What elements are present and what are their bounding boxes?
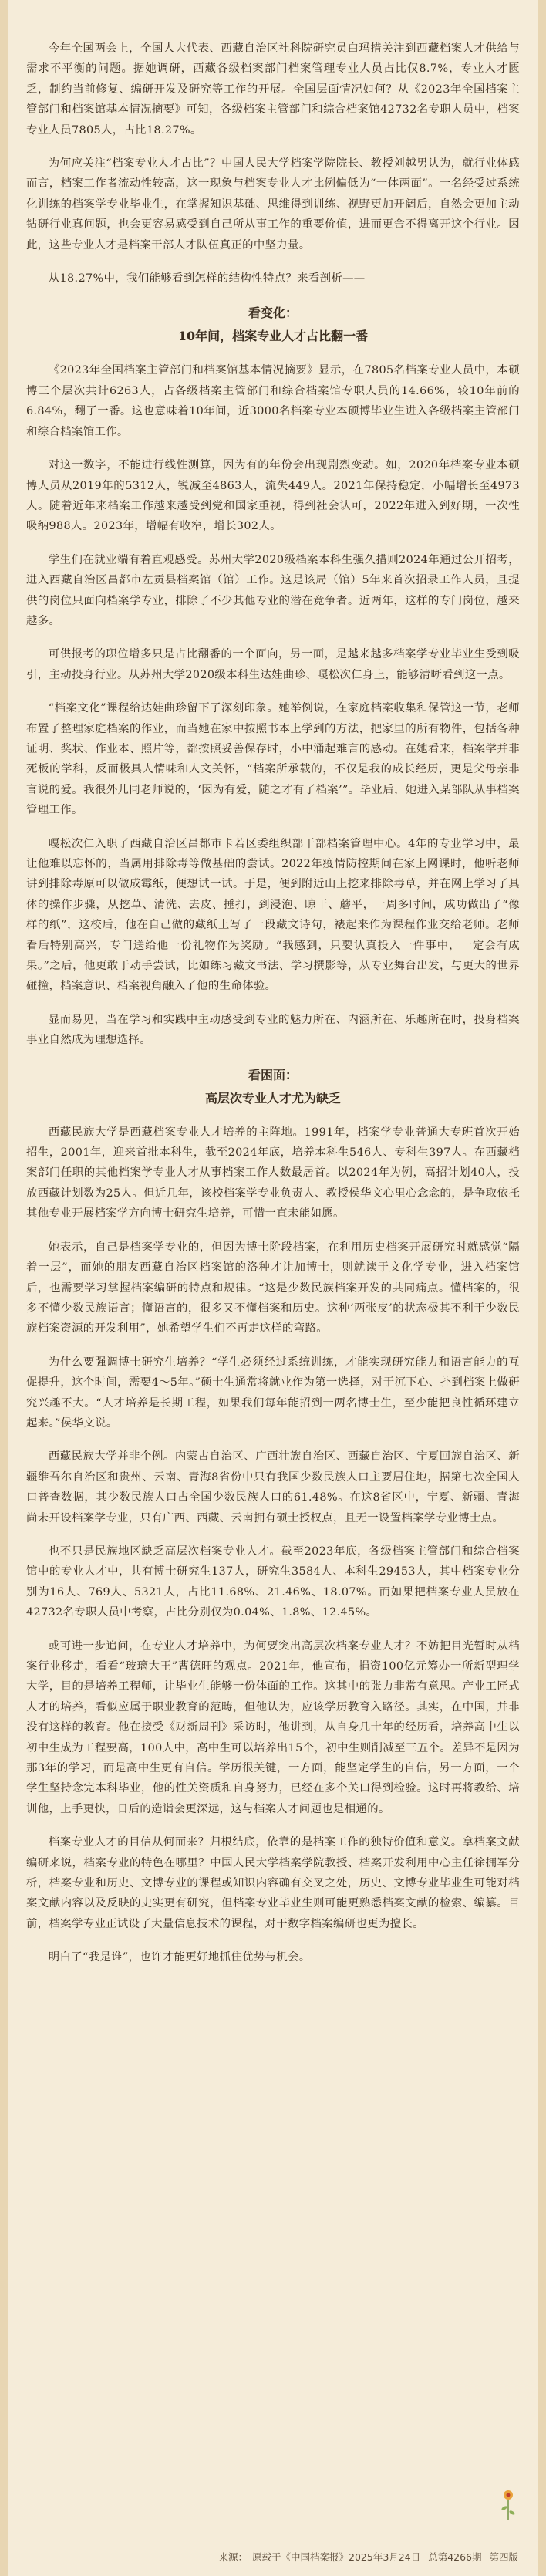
body-paragraph: 《2023年全国档案主管部门和档案馆基本情况摘要》显示，在7805名档案专业人员中，本硕博三个层次共计6263人，占各级档案主管部门和综合档案馆专职人员的14.66%，较10年前的6.84%，翻了一番。这也意味着10年间，近3000名档案专业本硕博毕业生进入各级档案主管部门和综合档案馆工作。 [26,364,520,438]
section-label: 看变化： [248,306,298,321]
section-heading-changes [26,302,520,348]
body-paragraph: 或可进一步追问，在专业人才培养中，为何要突出高层次档案专业人才？不妨把目光暂时从档案行业移走，看看“玻璃大王”曹德旺的观点。2021年，他宣布，捐资100亿元筹办一所新型理学大学，目的是培养工程师，让毕业生能够一份体面的工作。这其中的张力非常有意思。产业工匠式人才的培养，看似应属于职业教育的范畴，但他认为，应该学历教育入路径。其实，在中国，并非没有这样的教育。他在接受《财新周刊》采访时，他讲到，从自身几十年的经历看，培养高中生以初中生成为工程要高，100人中，高中生可以培养出15个，初中生则削减至三五个。差异不是因为那3年的学习，而是高中生更有自信。学历很关键，一方面，能坚定学生的自信，另一方面，一个学生坚持念完本科毕业，他的性关资质和自身努力，已经在多个关口得到检验。这时再将教给、培训他，上手更快，日后的造诣会更深远，这与档案人才问题也是相通的。 [26,1639,520,1815]
body-paragraph: 她表示，自己是档案学专业的，但因为博士阶段档案，在利用历史档案开展研究时就感觉“隔着一层”，而她的朋友西藏自治区档案馆的洛种才让加博士，则就读于文化学专业，进入档案馆后，也需要学习掌握档案编研的特点和规律。“这是少数民族档案开发的共同痛点。懂档案的，很多不懂少数民族语言；懂语言的，很多又不懂档案和历史。这种‘两张皮’的状态极其不利于少数民族档案资源的开发利用”，她希望学生们不再走这样的弯路。 [26,1241,520,1335]
body-paragraph: 对这一数字，不能进行线性测算，因为有的年份会出现剧烈变动。如，2020年档案专业本硕博人员从2019年的5312人，锐减至4863人，流失449人。2021年保持稳定，小幅增长至4973人。随着近年来档案工作越来越受到党和国家重视，得到社会认可，2022年进入到好期，一次性吸纳988人。2023年，增幅有收窄，增长302人。 [26,459,520,533]
body-paragraph: 学生们在就业端有着直观感受。苏州大学2020级档案本科生强久措则2024年通过公开招考，进入西藏自治区昌都市左贡县档案馆（馆）工作。这是该局（馆）5年来首次招录工作人员，且提供的岗位只面向档案学专业，排除了不少其他专业的潜在竞争者。近两年，这样的专门岗位，越来越多。 [26,553,520,627]
body-paragraph: 档案专业人才的目信从何而来？归根结底，依靠的是档案工作的独特价值和意义。拿档案文献编研来说，档案专业的特色在哪里？中国人民大学档案学院教授、档案开发利用中心主任徐拥军分析，档案专业和历史、文博专业的课程或知识内容确有交叉之处，历史、文博专业毕业生可能对档案文献内容以及反映的史实更有研究，但档案专业毕业生则可能更熟悉档案文献的检索、编纂。目前，档案学专业正试设了大量信息技术的课程，对于数字档案编研也更为擅长。 [26,1836,520,1930]
issue-number: 总第4266期 [428,2551,482,2563]
source-text: 原载于《中国档案报》2025年3月24日 [252,2551,421,2563]
intro-paragraph: 从18.27%中，我们能够看到怎样的结构性特点？来看剖析—— [48,272,366,285]
intro-paragraph: 今年全国两会上，全国人大代表、西藏自治区社科院研究员白玛措关注到西藏档案人才供给与需求不平衡的问题。据她调研，西藏各级档案部门档案管理专业人员占比仅8.7%，专业人才匮乏，制约当前修复、编研开发及研究等工作的开展。全国层面情况如何？从《2023年全国档案主管部门和档案馆基本情况摘要》可知，各级档案主管部门和综合档案馆42732名专职人员中，档案专业人员7805人，占比18.27%。 [26,42,520,137]
footer-source [8,2550,538,2564]
body-paragraph: 可供报考的职位增多只是占比翻番的一个面向，另一面，是越来越多档案学专业毕业生受到吸引，主动投身行业。从苏州大学2020级本科生达娃曲珍、嘎松次仁身上，能够清晰看到这一点。 [26,648,520,681]
section-title: 10年间，档案专业人才占比翻一番 [177,329,369,344]
intro-paragraph: 为何应关注“档案专业人才占比”？中国人民大学档案学院院长、教授刘越男认为，就行业体感而言，档案工作者流动性较高，这一现象与档案专业人才比例偏低为“一体两面”。一名经受过系统化训练的档案学专业毕业生，在掌握知识基础、思维得到训练、视野更加开阔后，自然会更加主动钻研行业真问题，也会更容易感受到自己所从事工作的重要价值，进而更舍不得离开这个行业。因此，这些专业人才是档案干部人才队伍真正的中坚力量。 [26,157,520,252]
article-body [26,39,520,1981]
section-title: 高层次专业人才尤为缺乏 [204,1090,341,1106]
body-paragraph: 西藏民族大学是西藏档案专业人才培养的主阵地。1991年，档案学专业普通大专班首次开始招生，2001年，迎来首批本科生，截至2024年底，培养本科生546人、专科生397人。在西藏档案部门任职的其他档案学专业人才从事档案工作人数最居首。以2024年为例，高招计划40人，投放西藏计划数为25人。但近几年，该校档案学专业负责人、教授侯华文心里心念念的，是争取依托其他专业开展档案学方向博士研究生培养，可惜一直未能如愿。 [26,1126,520,1220]
section-heading-difficulties [26,1064,520,1110]
body-paragraph: 为什么要强调博士研究生培养？“学生必须经过系统训练，才能实现研究能力和语言能力的互促提升，这个时间，需要4～5年。”硕士生通常将就业作为第一选择，对于沉下心、扑到档案上做研究兴趣不大。“人才培养是长期工程，如果我们每年能招到一两名博士生，至少能把良性循环建立起来。”侯华文说。 [26,1356,520,1430]
body-paragraph: 显而易见，当在学习和实践中主动感受到专业的魅力所在、内涵所在、乐趣所在时，投身档案事业自然成为理想选择。 [26,1013,520,1047]
section-label: 看困面： [248,1067,298,1082]
body-paragraph: “档案文化”课程给达娃曲珍留下了深刻印象。她举例说，在家庭档案收集和保管这一节，老师布置了整理家庭档案的作业，而当她在家中按照书本上学到的方法，把家里的所有物件，包括各种证明、奖状、作业本、照片等，都按照妥善保存时，小中涌起难言的感动。在她看来，档案学并非死板的学科，反而极具人情味和人文关怀，“档案所承载的，不仅是我的成长经历，更是父母亲非言说的爱。我很外儿同老师说的，‘因为有爱，随之才有了档案’”。毕业后，她进入某部队从事档案管理工作。 [26,702,520,817]
body-paragraph: 嘎松次仁入职了西藏自治区昌都市卡若区委组织部干部档案管理中心。4年的专业学习中，最让他难以忘怀的，当属用排除毒等做基础的尝试。2022年疫情防控期间在家上网课时，他听老师讲到排除毒原可以做成霉纸，便想试一试。于是，便到附近山上挖来排除毒草，并在网上学习了具体的操作步骤，从挖草、清洗、去皮、捶打，到浸泡、晾干、蘑平，一周多时间，成功做出了“像样的纸”，这校后，他在自己做的藏纸上写了一段藏文诗句，裱起来作为课程作业交给老师。老师看后特别高兴，专门送给他一份礼物作为奖励。“我感到，只要认真投入一件事中，一定会有成果。”之后，他更敢于动手尝试，比如练习藏文书法、学习撰影等，从专业舞台出发，与更大的世界碰撞，档案意识、档案视角融入了他的生命体验。 [26,837,520,993]
source-label: 来源： [218,2551,248,2563]
page-number: 第四版 [489,2551,518,2563]
body-paragraph: 明白了“我是谁”，也许才能更好地抓住优势与机会。 [48,1951,311,1964]
body-paragraph: 西藏民族大学并非个例。内蒙古自治区、广西壮族自治区、西藏自治区、宁夏回族自治区、新疆维吾尔自治区和贵州、云南、青海8省份中只有我国少数民族人口主要居住地，据第七次全国人口普查数据，其少数民族人口占全国少数民族人口的61.48%。在这8省区中，宁夏、新疆、青海尚未开设档案学专业，只有广西、西藏、云南拥有硕士授权点，且无一设置档案学专业博士点。 [26,1450,520,1524]
flower-ornament-icon [500,2488,517,2522]
body-paragraph: 也不只是民族地区缺乏高层次档案专业人才。截至2023年底，各级档案主管部门和综合档案馆中的专业人才中，共有博士研究生137人，研究生3584人、本科生29453人，其中档案专业分别为16人、769人、5321人，占比11.68%、21.46%、18.07%。而如果把档案专业人员放在42732名专职人员中考察，占比分别仅为0.04%、1.8%、12.45%。 [26,1545,520,1619]
